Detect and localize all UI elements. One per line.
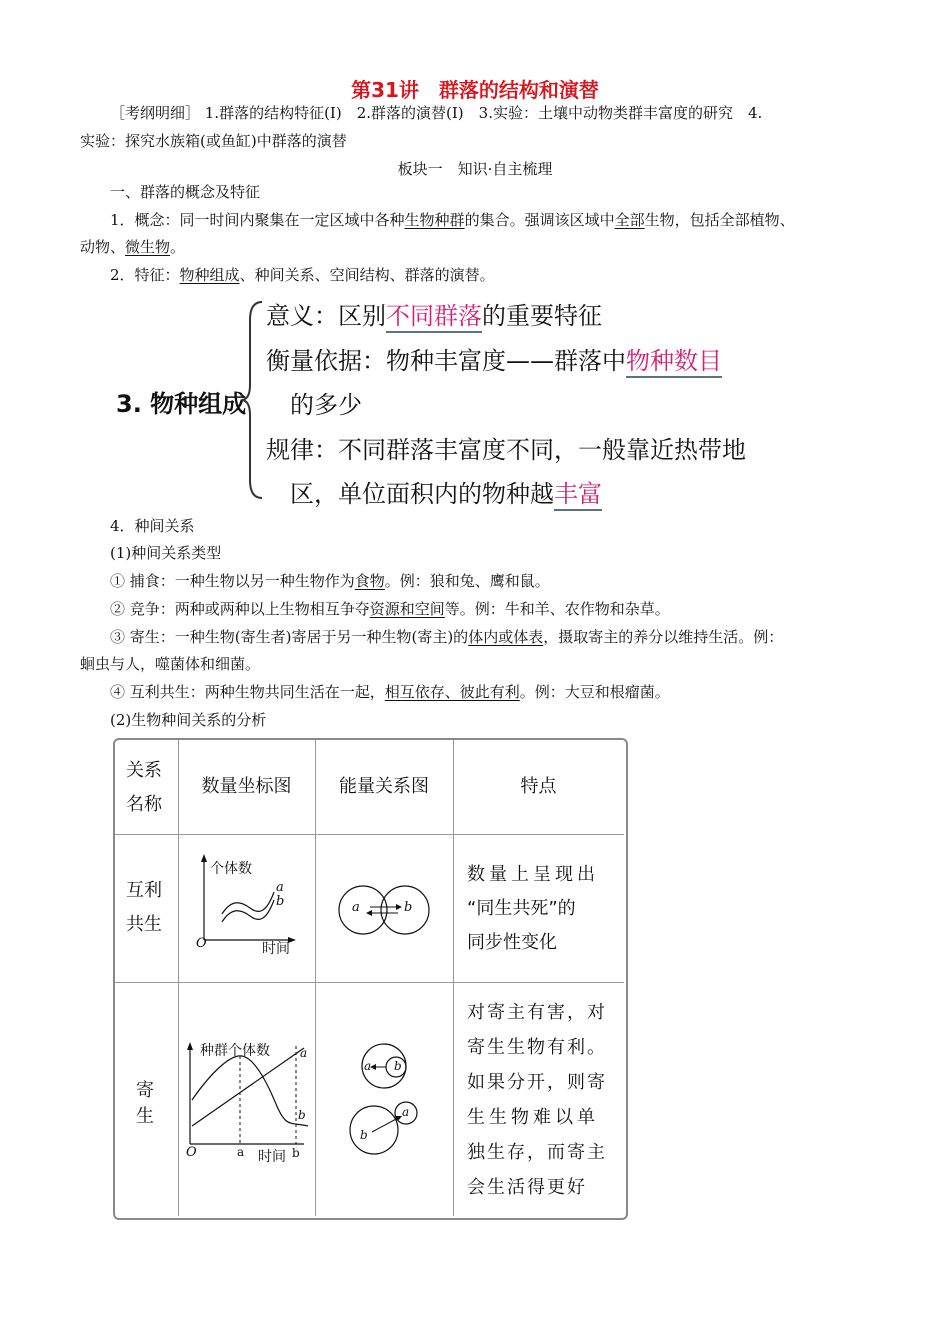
header-name-l1: 关系 [126,760,162,781]
rule-line-2 [290,474,602,509]
row1-feature-l3: 同步性变化 [467,932,557,953]
table-col-line [453,740,454,1216]
part4-sub1: (1)种间关系类型 [110,544,222,562]
concept-answer-2: 全部 [614,211,645,229]
competition-line [110,599,670,619]
rule-answer: 丰富 [554,480,602,511]
row2-xlabel: 时间 [258,1149,286,1165]
curve-a [222,892,274,914]
meaning-suffix: 的重要特征 [482,302,602,330]
meaning-prefix: 意义：区别 [266,302,386,330]
parasitism-suffix: ，摄取寄主的养分以维持生活。例： [543,628,784,646]
measure-answer: 物种数目 [626,347,722,378]
predation-answer: 食物 [354,572,385,590]
outline-line-1: ［考纲明细］ 1.群落的结构特征(Ⅰ) 2.群落的演替(Ⅰ) 3.实验：土壤中动物类群丰富度的研究 4. [110,104,763,122]
concept-line2-suffix: 。 [170,238,186,256]
concept-line-1 [110,210,795,230]
diagram-meaning [266,296,602,331]
part1-heading: 一、群落的概念及特征 [110,183,261,201]
table-col-line [178,740,179,1216]
concept-mid: 的集合。强调该区域中 [464,211,615,229]
row2-feature-l2: 寄生生物有利。 [467,1037,607,1058]
measure-line-2: 的多少 [290,391,362,419]
row2-origin: O [186,1145,197,1160]
diagram-brace [240,300,264,500]
predation-line [110,571,550,591]
part4-heading: 4．种间关系 [110,517,195,535]
outline-line-2: 实验：探究水族箱(或鱼缸)中群落的演替 [80,132,347,150]
row1-name-l1: 互利 [126,880,162,901]
parasitism-energy-diagram [340,1040,430,1160]
row1-feature-l2: “同生共死”的 [467,898,576,919]
parasitism-line [110,627,783,647]
meaning-answer: 不同群落 [386,302,482,333]
features-answer: 物种组成 [179,266,240,284]
rule-line-1: 规律：不同群落丰富度不同，一般靠近热带地 [266,436,746,464]
part4-sub2: (2)生物种间关系的分析 [110,711,267,729]
row2-feature-l5: 独生存，而寄主 [467,1142,607,1163]
rule-prefix: 区，单位面积内的物种越 [290,480,554,508]
competition-suffix: 等。例：牛和羊、农作物和杂草。 [444,600,670,618]
header-feature: 特点 [520,776,557,797]
concept-prefix: 1．概念：同一时间内聚集在一定区域中各种 [110,211,405,229]
row2-tick-a: a [237,1145,245,1159]
header-graph: 数量坐标图 [201,776,292,797]
features-line [110,265,495,285]
row2-feature-l1: 对寄主有害，对 [467,1002,607,1023]
row2-feature-l4: 生生物难以单 [467,1107,599,1128]
row2-name-l1: 寄 [136,1080,154,1101]
host-circle-bottom [350,1106,398,1154]
row2-feature-l6: 会生活得更好 [467,1177,587,1198]
concept-suffix: 生物，包括全部植物、 [644,211,795,229]
parasitism-prefix: ③ 寄生：一种生物(寄生者)寄居于另一种生物(寄主)的 [110,628,469,646]
predation-suffix: 。例：狼和兔、鹰和鼠。 [384,572,550,590]
table-row-line [115,982,624,983]
header-energy: 能量关系图 [339,776,429,797]
row1-energy-a: a [352,900,360,915]
measure-prefix: 衡量依据：物种丰富度——群落中 [266,347,626,375]
y-axis-arrow [201,854,207,862]
row2-curve-label-a: a [300,1046,308,1060]
diagram-measure [266,341,722,376]
arrow-bottom [372,1118,398,1132]
row1-energy-b: b [404,900,413,915]
curve-b [222,900,274,922]
row2-energy-a-top: a [364,1059,372,1073]
competition-prefix: ② 竞争：两种或两种以上生物相互争夺 [110,600,370,618]
row2-energy-b-bottom: b [360,1128,368,1142]
concept-answer-3: 微生物 [125,238,171,256]
row1-origin: O [196,936,207,951]
features-prefix: 2．特征： [110,266,180,284]
row2-ylabel: 种群个体数 [200,1043,270,1059]
row2-feature-l3: 如果分开，则寄 [467,1072,607,1093]
host-curve [192,1056,308,1126]
arrowhead-ab [396,904,402,910]
row1-ylabel: 个体数 [210,861,252,877]
row1-name-l2: 共生 [126,914,162,935]
row1-xlabel: 时间 [262,941,290,957]
circle-a [339,886,387,934]
concept-line-2 [80,237,185,257]
header-name-l2: 名称 [126,794,162,815]
competition-answer: 资源和空间 [369,600,445,618]
mutualism-answer: 相互依存、彼此有利 [384,683,520,701]
table-col-line [315,740,316,1216]
row1-label-a: a [276,880,284,895]
parasitism-line-2: 蛔虫与人，噬菌体和细菌。 [80,655,261,673]
mutualism-suffix: 。例：大豆和根瘤菌。 [519,683,670,701]
page-title: 第31讲 群落的结构和演替 [351,78,599,102]
mutualism-line [110,682,670,702]
features-suffix: 、种间关系、空间结构、群落的演替。 [239,266,495,284]
arrowhead-ba [366,910,372,916]
mutualism-energy-diagram [330,880,440,940]
predation-prefix: ① 捕食：一种生物以另一种生物作为 [110,572,355,590]
parasitism-answer: 体内或体表 [468,628,544,646]
mutualism-prefix: ④ 互利共生：两种生物共同生活在一起， [110,683,385,701]
row2-energy-a-bottom: a [402,1105,410,1119]
section-header: 板块一 知识·自主梳理 [397,160,553,178]
row2-name-l2: 生 [136,1106,154,1127]
y-axis-arrow [187,1042,193,1050]
row2-energy-b-top: b [394,1059,402,1073]
row1-feature-l1: 数量上呈现出 [467,864,599,885]
diagram-label: 3. 物种组成 [116,390,247,418]
table-row-line [115,834,624,835]
concept-answer-1: 生物种群 [404,211,465,229]
row1-label-b: b [276,894,285,909]
concept-line2-prefix: 动物、 [80,238,126,256]
row2-tick-b: b [292,1146,300,1160]
row2-curve-label-b: b [298,1108,306,1122]
